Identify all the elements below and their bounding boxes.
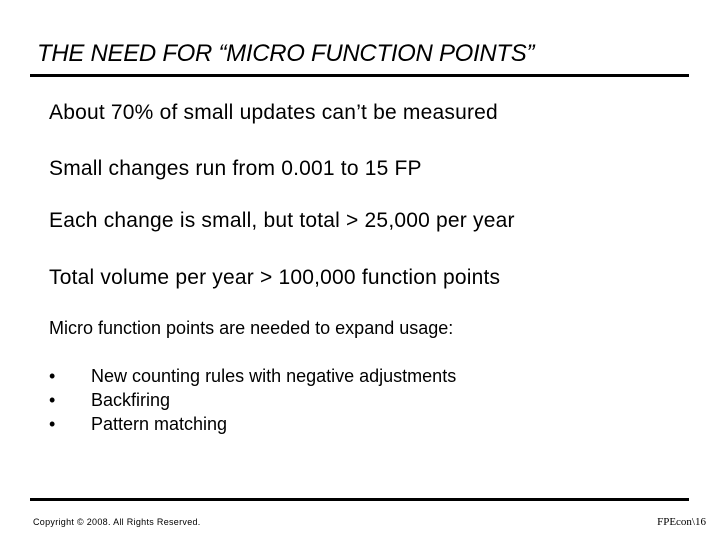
slide-title: THE NEED FOR “MICRO FUNCTION POINTS” bbox=[37, 40, 535, 67]
main-point: Total volume per year > 100,000 function points bbox=[49, 266, 501, 289]
sub-heading: Micro function points are needed to expand usage: bbox=[49, 318, 454, 338]
main-point: Small changes run from 0.001 to 15 FP bbox=[49, 157, 422, 180]
sub-point-text: Backfiring bbox=[91, 390, 171, 410]
copyright-notice: Copyright © 2008. All Rights Reserved. bbox=[33, 517, 201, 527]
footer-rule bbox=[30, 498, 689, 501]
title-underline bbox=[30, 74, 689, 77]
sub-point-text: Pattern matching bbox=[91, 414, 228, 434]
sub-point-text: New counting rules with negative adjustments bbox=[91, 366, 457, 386]
bullet-icon: • bbox=[49, 366, 56, 386]
bullet-icon: • bbox=[49, 414, 56, 434]
main-point: Each change is small, but total > 25,000 per year bbox=[49, 209, 515, 232]
slide-number: FPEcon\16 bbox=[657, 516, 706, 528]
bullet-icon: • bbox=[49, 390, 56, 410]
main-point: About 70% of small updates can’t be measured bbox=[49, 101, 498, 124]
